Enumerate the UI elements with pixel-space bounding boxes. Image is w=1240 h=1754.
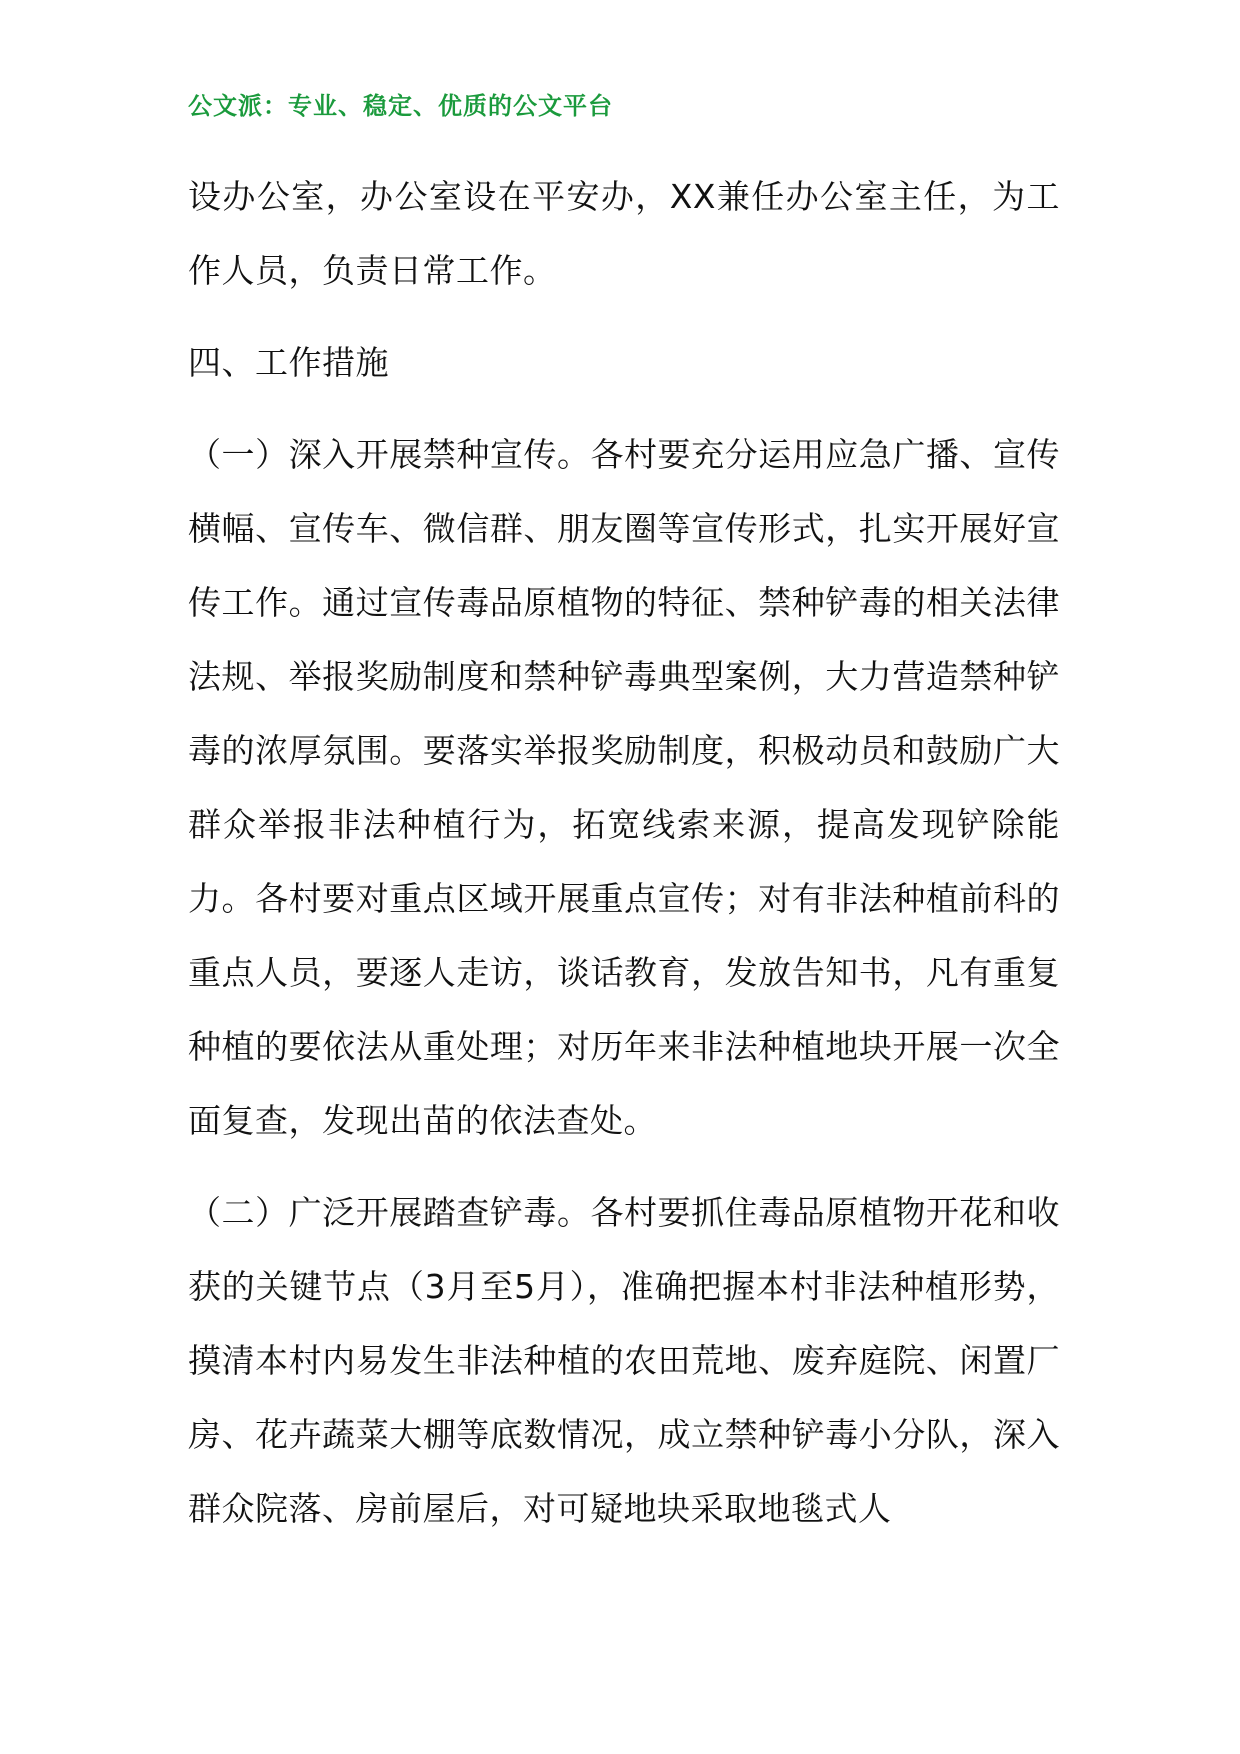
paragraph-publicity: （一）深入开展禁种宣传。各村要充分运用应急广播、宣传横幅、宣传车、微信群、朋友圈等宣传形式，扎实开展好宣传工作。通过宣传毒品原植物的特征、禁种铲毒的相关法律法规、举报奖励制度和禁种铲毒典型案例，大力营造禁种铲毒的浓厚氛围。要落实举报奖励制度，积极动员和鼓励广大群众举报非法种植行为，拓宽线索来源，提高发现铲除能力。各村要对重点区域开展重点宣传；对有非法种植前科的重点人员，要逐人走访，谈话教育，发放告知书，凡有重复种植的要依法从重处理；对历年来非法种植地块开展一次全面复查，发现出苗的依法查处。 [188, 435, 1060, 1140]
header-banner: 公文派：专业、稳定、优质的公文平台 [188, 92, 613, 120]
section-heading-measures: 四、工作措施 [188, 343, 389, 382]
paragraph-office-setup: 设办公室，办公室设在平安办，XX兼任办公室主任，为工作人员，负责日常工作。 [188, 177, 1060, 290]
paragraph-field-inspection: （二）广泛开展踏查铲毒。各村要抓住毒品原植物开花和收获的关键节点（3月至5月），准确把握本村非法种植形势，摸清本村内易发生非法种植的农田荒地、废弃庭院、闲置厂房、花卉蔬菜大棚等底数情况，成立禁种铲毒小分队，深入群众院落、房前屋后，对可疑地块采取地毯式人 [188, 1193, 1060, 1528]
document-body [188, 160, 1060, 1546]
